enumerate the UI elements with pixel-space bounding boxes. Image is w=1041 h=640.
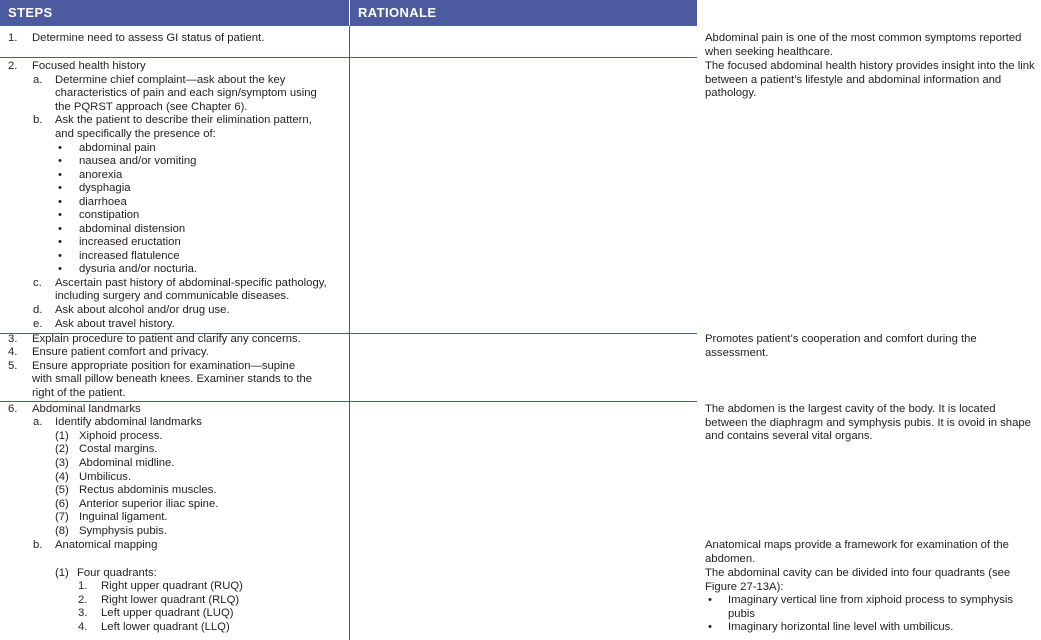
step-2c-line: including surgery and communicable diseases. — [55, 290, 290, 302]
rationale-6b: Anatomical maps provide a framework for examination of the abdomen. — [705, 539, 1009, 565]
rationale-1: Abdominal pain is one of the most common symptoms reported when seeking healthcare. — [705, 32, 1022, 58]
landmark-item: Umbilicus. — [79, 471, 132, 483]
substep-letter: a. — [33, 74, 43, 86]
quadrant-item: Right upper quadrant (RUQ) — [101, 580, 243, 592]
quadrant-number: 3. — [78, 607, 88, 619]
step-number: 5. — [8, 360, 18, 372]
step-2b-line: and specifically the presence of: — [55, 128, 216, 140]
bullet: • — [708, 594, 712, 606]
step-5-line: with small pillow beneath knees. Examiner stands to the — [32, 373, 313, 385]
quadrant-item: Left upper quadrant (LUQ) — [101, 607, 234, 619]
landmark-number: (1) — [55, 430, 69, 442]
symptom-item: nausea and/or vomiting — [79, 155, 197, 167]
step-2-text: Focused health history — [32, 60, 146, 72]
step-5-line: Ensure appropriate position for examination—supine — [32, 360, 296, 372]
landmark-item: Costal margins. — [79, 443, 158, 455]
symptom-item: abdominal pain — [79, 142, 156, 154]
quadrant-number: 1. — [78, 580, 88, 592]
bullet: • — [58, 142, 62, 154]
row-divider — [0, 57, 697, 58]
bullet: • — [58, 196, 62, 208]
step-2a-line: Determine chief complaint—ask about the key — [55, 74, 286, 86]
bullet: • — [58, 223, 62, 235]
landmark-number: (8) — [55, 525, 69, 537]
step-6a-text: Identify abdominal landmarks — [55, 416, 202, 428]
landmark-number: (5) — [55, 484, 69, 496]
symptom-item: dysphagia — [79, 182, 131, 194]
quadrant-heading: Four quadrants: — [77, 567, 157, 579]
landmark-number: (7) — [55, 511, 69, 523]
substep-letter: b. — [33, 114, 43, 126]
landmark-item: Rectus abdominis muscles. — [79, 484, 217, 496]
rationale-6: The abdomen is the largest cavity of the body. It is located between the diaphragm and symphysis pubis. It is ovoid in shape and contains several vital organs. — [705, 403, 1031, 443]
step-3-text: Explain procedure to patient and clarify any concerns. — [32, 333, 301, 345]
quadrant-item: Right lower quadrant (RLQ) — [101, 594, 240, 606]
rationale-2: The focused abdominal health history provides insight into the link between a patient’s lifestyle and abdominal information and pathology. — [705, 60, 1035, 100]
symptom-item: increased eructation — [79, 236, 181, 248]
substep-letter: a. — [33, 416, 43, 428]
substep-letter: b. — [33, 539, 43, 551]
landmark-number: (4) — [55, 471, 69, 483]
bullet: • — [58, 182, 62, 194]
step-number: 2. — [8, 60, 18, 72]
step-6b-text: Anatomical mapping — [55, 539, 158, 551]
symptom-item: abdominal distension — [79, 223, 186, 235]
rationale-quadrant-bullet: Imaginary vertical line from xiphoid process to symphysis pubis — [728, 594, 1014, 620]
bullet: • — [58, 209, 62, 221]
header-steps: STEPS — [0, 0, 349, 26]
landmark-number: (2) — [55, 443, 69, 455]
row-divider — [0, 401, 697, 402]
rationale-3: Promotes patient’s cooperation and comfort during the assessment. — [705, 333, 977, 359]
step-number: 4. — [8, 346, 18, 358]
bullet: • — [58, 169, 62, 181]
bullet: • — [58, 236, 62, 248]
rationale-quadrant-bullet: Imaginary horizontal line level with umbilicus. — [728, 621, 954, 633]
landmark-item: Xiphoid process. — [79, 430, 163, 442]
landmark-item: Symphysis pubis. — [79, 525, 167, 537]
landmark-number: (3) — [55, 457, 69, 469]
symptom-item: anorexia — [79, 169, 123, 181]
step-5-line: right of the patient. — [32, 387, 126, 399]
symptom-item: constipation — [79, 209, 140, 221]
step-number: 3. — [8, 333, 18, 345]
bullet: • — [58, 250, 62, 262]
step-number: 1. — [8, 32, 18, 44]
rationale-6-quadrants: The abdominal cavity can be divided into four quadrants (see Figure 27-13A): — [705, 567, 1011, 593]
symptom-item: increased flatulence — [79, 250, 180, 262]
step-2b-line: Ask the patient to describe their elimination pattern, — [55, 114, 312, 126]
quadrant-number: 4. — [78, 621, 88, 633]
step-2c-line: Ascertain past history of abdominal-specific pathology, — [55, 277, 327, 289]
quadrant-item: Left lower quadrant (LLQ) — [101, 621, 230, 633]
step-2d-text: Ask about alcohol and/or drug use. — [55, 304, 230, 316]
bullet: • — [708, 621, 712, 633]
substep-letter: d. — [33, 304, 43, 316]
step-6-text: Abdominal landmarks — [32, 403, 141, 415]
landmark-item: Inguinal ligament. — [79, 511, 168, 523]
substep-letter: c. — [33, 277, 42, 289]
landmark-number: (6) — [55, 498, 69, 510]
quadrant-heading-number: (1) — [55, 567, 69, 579]
step-2a-line: the PQRST approach (see Chapter 6). — [55, 101, 248, 113]
step-2e-text: Ask about travel history. — [55, 318, 175, 330]
step-1-text: Determine need to assess GI status of patient. — [32, 32, 265, 44]
substep-letter: e. — [33, 318, 43, 330]
quadrant-number: 2. — [78, 594, 88, 606]
bullet: • — [58, 155, 62, 167]
step-4-text: Ensure patient comfort and privacy. — [32, 346, 209, 358]
bullet: • — [58, 263, 62, 275]
step-number: 6. — [8, 403, 18, 415]
landmark-item: Anterior superior iliac spine. — [79, 498, 219, 510]
symptom-item: dysuria and/or nocturia. — [79, 263, 198, 275]
step-2a-line: characteristics of pain and each sign/symptom using — [55, 87, 317, 99]
symptom-item: diarrhoea — [79, 196, 127, 208]
header-rationale: RATIONALE — [350, 0, 697, 26]
landmark-item: Abdominal midline. — [79, 457, 175, 469]
